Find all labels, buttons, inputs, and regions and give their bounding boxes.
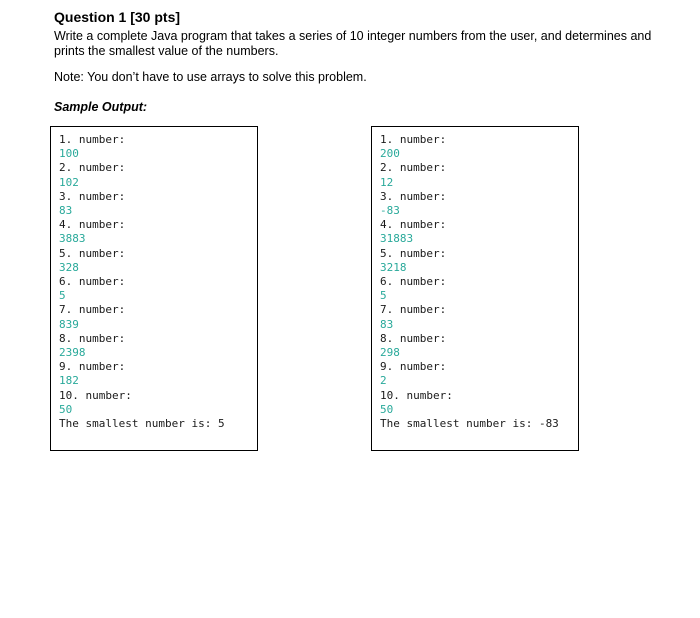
- console-prompt-line: 8. number:: [380, 331, 447, 345]
- console-input-line: 3883: [59, 232, 86, 246]
- console-input-line: 83: [59, 204, 73, 218]
- console-input-line: 3218: [380, 260, 407, 274]
- console-prompt-line: 4. number:: [380, 218, 447, 232]
- console-prompt-line: 5. number:: [59, 246, 126, 260]
- console-prompt-line: 3. number:: [59, 189, 126, 203]
- console-input-line: 102: [59, 175, 79, 189]
- console-input-line: -83: [380, 204, 400, 218]
- sample-output-label: Sample Output:: [54, 100, 148, 114]
- console-input-line: 50: [380, 402, 394, 416]
- question-description: Write a complete Java program that takes a series of 10 integer numbers from the user, and determines and prints the smallest value of the numbers.: [54, 29, 652, 58]
- console-input-line: 100: [59, 147, 79, 161]
- console-prompt-line: 6. number:: [380, 275, 447, 289]
- console-input-line: 839: [59, 317, 79, 331]
- console-input-line: 2: [380, 374, 387, 388]
- console-prompt-line: 5. number:: [380, 246, 447, 260]
- console-input-line: 2398: [59, 346, 86, 360]
- console-prompt-line: 9. number:: [380, 360, 447, 374]
- console-prompt-line: 8. number:: [59, 331, 126, 345]
- console-result-line: The smallest number is: 5: [59, 417, 225, 431]
- console-prompt-line: 1. number:: [59, 133, 126, 146]
- console-prompt-line: 3. number:: [380, 189, 447, 203]
- console-prompt-line: 9. number:: [59, 360, 126, 374]
- console-input-line: 83: [380, 317, 394, 331]
- question-title: Question 1 [30 pts]: [54, 9, 181, 25]
- console-prompt-line: 10. number:: [59, 388, 132, 402]
- console-prompt-line: 7. number:: [59, 303, 126, 317]
- console-prompt-line: 7. number:: [380, 303, 447, 317]
- sample-output-console-1: [50, 126, 258, 451]
- console-input-line: 182: [59, 374, 79, 388]
- console-prompt-line: 1. number:: [380, 133, 447, 146]
- sample-output-console-2: [371, 126, 579, 451]
- console-prompt-line: 4. number:: [59, 218, 126, 232]
- console-prompt-line: 2. number:: [59, 161, 126, 175]
- console-input-line: 328: [59, 260, 79, 274]
- console-input-line: 5: [380, 289, 387, 303]
- console-input-line: 298: [380, 346, 400, 360]
- console-input-line: 200: [380, 147, 400, 161]
- console-result-line: The smallest number is: -83: [380, 417, 559, 431]
- console-input-line: 12: [380, 175, 394, 189]
- console-input-line: 5: [59, 289, 66, 303]
- question-note: Note: You don’t have to use arrays to solve this problem.: [54, 70, 367, 84]
- console-prompt-line: 2. number:: [380, 161, 447, 175]
- console-input-line: 31883: [380, 232, 414, 246]
- console-prompt-line: 6. number:: [59, 275, 126, 289]
- console-prompt-line: 10. number:: [380, 388, 453, 402]
- console-input-line: 50: [59, 402, 73, 416]
